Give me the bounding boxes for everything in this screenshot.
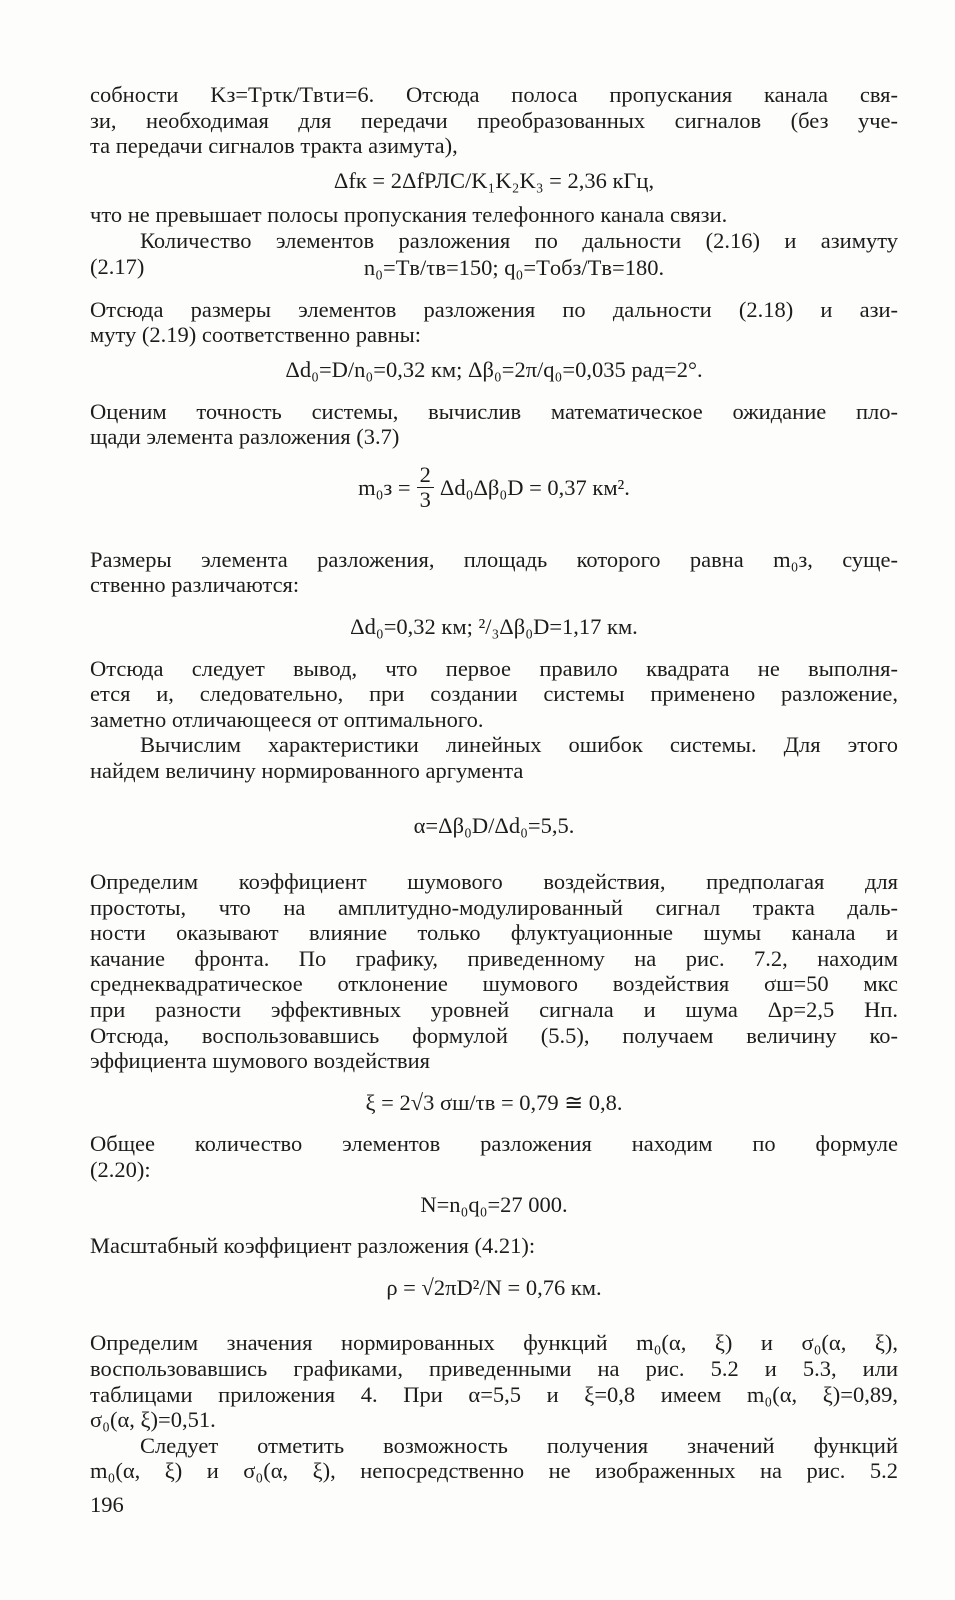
text-line: Количество элементов разложения по дальности (2.16) и азимуту xyxy=(140,227,898,253)
text-line: m₀(α, ξ) и σ₀(α, ξ), непосредственно не изображенных на рис. 5.2 xyxy=(90,1458,898,1484)
text-line: ственно различаются: xyxy=(90,572,300,598)
equation: Δd₀=D/n₀=0,32 км; Δβ₀=2π/q₀=0,035 рад=2°. xyxy=(285,356,703,382)
text-line: найдем величину нормированного аргумента xyxy=(90,757,524,783)
text-line: (2.17) xyxy=(90,253,145,279)
text-line: воспользовавшись графиками, приведенными на рис. 5.2 и 5.3, или xyxy=(90,1355,898,1381)
text-line: Размеры элемента разложения, площадь которого равна m₀з, суще- xyxy=(90,546,898,572)
text-line: Определим значения нормированных функций m₀(α, ξ) и σ₀(α, ξ), xyxy=(90,1330,898,1356)
equation-left: m₀з = xyxy=(358,474,411,500)
equation: Δfк = 2ΔfРЛС/K₁K₂K₃ = 2,36 кГц, xyxy=(333,167,655,193)
text-line: Отсюда размеры элементов разложения по дальности (2.18) и ази- xyxy=(90,296,898,322)
text-line: зи, необходимая для передачи преобразованных сигналов (без уче- xyxy=(90,107,898,133)
fraction-equation xyxy=(90,459,898,517)
text-line: ется и, следовательно, при создании системы применено разложение, xyxy=(90,681,898,707)
text-line: при разности эффективных уровней сигнала и шума Δp=2,5 Нп. xyxy=(90,997,898,1023)
page-number: 196 xyxy=(90,1491,124,1517)
text-line: σ₀(α, ξ)=0,51. xyxy=(90,1407,216,1433)
equation: ξ = 2√3 σш/τв = 0,79 ≅ 0,8. xyxy=(365,1089,623,1115)
text-line: что не превышает полосы пропускания телефонного канала связи. xyxy=(90,202,728,228)
paragraph xyxy=(90,82,898,159)
text-line: Следует отметить возможность получения значений функций xyxy=(140,1432,898,1458)
equation-right: Δd₀Δβ₀D = 0,37 км². xyxy=(439,474,630,500)
text-line: Отсюда следует вывод, что первое правило квадрата не выполня- xyxy=(90,655,898,681)
fraction-numerator: 2 xyxy=(417,463,434,488)
text-line: Отсюда, воспользовавшись формулой (5.5), получаем величину ко- xyxy=(90,1022,898,1048)
fraction xyxy=(417,463,434,512)
text-line: простоты, что на амплитудно-модулированный сигнал тракта даль- xyxy=(90,894,898,920)
text-line: (2.20): xyxy=(90,1157,151,1182)
equation: ρ = √2πD²/N = 0,76 км. xyxy=(386,1274,602,1300)
equation: Δd₀=0,32 км; ²/₃Δβ₀D=1,17 км. xyxy=(350,613,638,639)
text-line: эффициента шумового воздействия xyxy=(90,1048,430,1074)
text-line: муту (2.19) соответственно равны: xyxy=(90,322,422,348)
text-line: та передачи сигналов тракта азимута), xyxy=(90,133,458,159)
text-line: Общее количество элементов разложения находим по формуле xyxy=(90,1131,898,1157)
text-line: заметно отличающееся от оптимального. xyxy=(90,706,484,732)
text-line: среднеквадратическое отклонение шумового воздействия σш=50 мкс xyxy=(90,971,898,997)
text-line: Оценим точность системы, вычислив математическое ожидание пло- xyxy=(90,398,898,424)
text-line: Определим коэффициент шумового воздействия, предполагая для xyxy=(90,869,898,895)
text-line: Масштабный коэффициент разложения (4.21): xyxy=(90,1233,536,1259)
text-line: щади элемента разложения (3.7) xyxy=(90,424,400,450)
equation: n₀=Tв/τв=150; q₀=Tобз/Tв=180. xyxy=(363,255,665,281)
text-line: Вычислим характеристики линейных ошибок системы. Для этого xyxy=(140,732,898,758)
text-line: таблицами приложения 4. При α=5,5 и ξ=0,8 имеем m₀(α, ξ)=0,89, xyxy=(90,1381,898,1407)
text-line: собности Kз=Tрτк/Tвτи=6. Отсюда полоса пропускания канала свя- xyxy=(90,82,898,107)
equation: α=Δβ₀D/Δd₀=5,5. xyxy=(413,813,575,839)
text-line: качание фронта. По графику, приведенному на рис. 7.2, находим xyxy=(90,945,898,971)
page-body xyxy=(90,82,898,1518)
equation: N=n₀q₀=27 000. xyxy=(420,1191,568,1217)
text-line: ности оказывают влияние только флуктуационные шумы канала и xyxy=(90,920,898,946)
fraction-denominator: 3 xyxy=(419,487,431,513)
